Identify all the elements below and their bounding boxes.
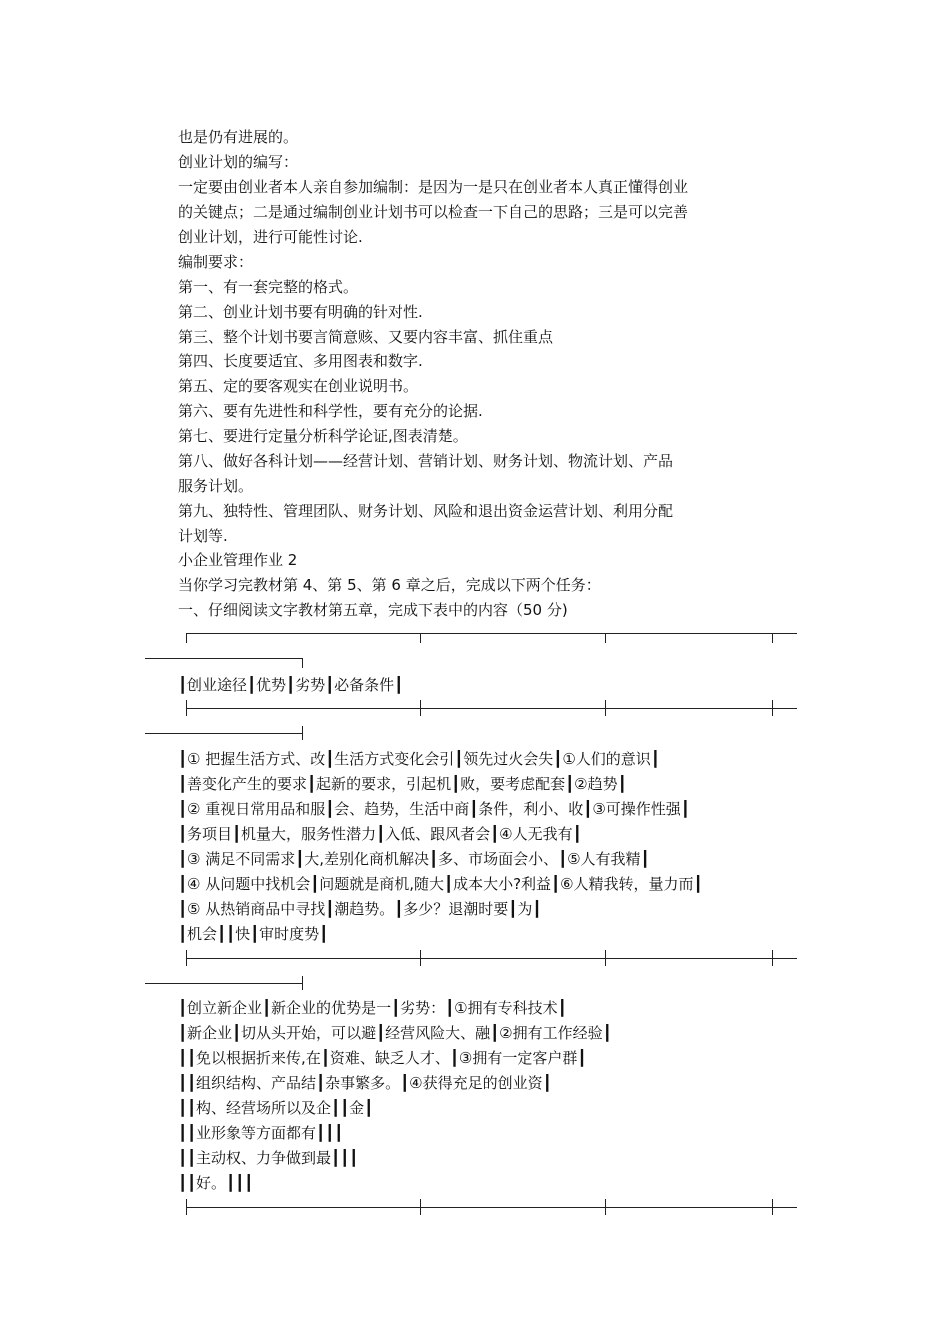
table-header-row: ┃创业途径┃优势┃劣势┃必备条件┃ [178, 676, 404, 694]
table-border-tick [605, 950, 606, 966]
paragraph-line: 创业计划的编写： [178, 153, 299, 171]
table-separator [186, 708, 797, 709]
paragraph-line: 也是仍有进展的。 [178, 128, 299, 146]
paragraph-line: 第七、要进行定量分析科学论证,图表清楚。 [178, 427, 468, 445]
paragraph-line: 第二、创业计划书要有明确的针对性. [178, 303, 423, 321]
paragraph-line: 第八、做好各科计划——经营计划、营销计划、财务计划、物流计划、产品 [178, 452, 674, 470]
paragraph-line: 第五、定的要客观实在创业说明书。 [178, 377, 419, 395]
table-row: ┃④ 从问题中找机会┃问题就是商机,随大┃成本大小?利益┃⑥人精我转，量力而┃ [178, 875, 703, 893]
table-border-tick [605, 1199, 606, 1215]
paragraph-line: 第九、独特性、管理团队、财务计划、风险和退出资金运营计划、利用分配 [178, 502, 674, 520]
table-row: ┃┃构、经营场所以及企┃┃金┃ [178, 1099, 374, 1117]
table-row: ┃⑤ 从热销商品中寻找┃潮趋势。┃多少？退潮时要┃为┃ [178, 900, 542, 918]
paragraph-line: 第一、有一套完整的格式。 [178, 278, 359, 296]
table-border-top [186, 633, 797, 634]
table-border-tick [186, 633, 187, 643]
table-row: ┃务项目┃机量大，服务性潜力┃入低、跟风者会┃④人无我有┃ [178, 825, 582, 843]
table-separator [186, 958, 797, 959]
table-border-tick [772, 950, 773, 966]
table-border-tick [605, 700, 606, 716]
table-border-tick [186, 950, 187, 966]
table-border-bottom [186, 1207, 797, 1208]
table-border-wrap [145, 658, 302, 659]
table-separator-wrap [145, 733, 302, 734]
paragraph-line: 计划等. [178, 527, 228, 545]
paragraph-line: 第四、长度要适宜、多用图表和数字. [178, 352, 423, 370]
paragraph-line: 服务计划。 [178, 477, 254, 495]
table-border-tick [186, 700, 187, 716]
table-row: ┃┃免以根据折来传,在┃资难、缺乏人才、┃③拥有一定客户群┃ [178, 1049, 587, 1067]
table-border-tick [302, 658, 303, 668]
table-row: ┃① 把握生活方式、改┃生活方式变化会引┃领先过火会失┃①人们的意识┃ [178, 750, 660, 768]
table-row: ┃善变化产生的要求┃起新的要求，引起机┃败，要考虑配套┃②趋势┃ [178, 775, 627, 793]
table-row: ┃┃组织结构、产品结┃杂事繁多。┃④获得充足的创业资┃ [178, 1074, 552, 1092]
table-border-tick [302, 726, 303, 740]
table-border-tick [420, 700, 421, 716]
table-border-tick [420, 950, 421, 966]
paragraph-line: 编制要求： [178, 253, 254, 271]
table-border-tick [772, 700, 773, 716]
paragraph-line: 一定要由创业者本人亲自参加编制：是因为一是只在创业者本人真正懂得创业 [178, 178, 689, 196]
paragraph-line: 当你学习完教材第 4、第 5、第 6 章之后，完成以下两个任务： [178, 576, 601, 594]
table-border-tick [605, 633, 606, 643]
section-heading: 小企业管理作业 2 [178, 551, 298, 569]
table-row: ┃┃业形象等方面都有┃┃┃ [178, 1124, 344, 1142]
table-row: ┃机会┃┃快┃审时度势┃ [178, 925, 329, 943]
table-border-tick [186, 1199, 187, 1215]
table-row: ┃┃主动权、力争做到最┃┃┃ [178, 1149, 359, 1167]
table-border-tick [420, 633, 421, 643]
paragraph-line: 一、仔细阅读文字教材第五章，完成下表中的内容（50 分) [178, 601, 568, 619]
table-border-tick [420, 1199, 421, 1215]
table-border-tick [302, 976, 303, 990]
table-row: ┃创立新企业┃新企业的优势是一┃劣势：┃①拥有专科技术┃ [178, 999, 567, 1017]
table-row: ┃② 重视日常用品和服┃会、趋势，生活中商┃条件，利小、收┃③可操作性强┃ [178, 800, 690, 818]
table-border-tick [772, 1199, 773, 1215]
table-row: ┃┃好。┃┃┃ [178, 1174, 254, 1192]
paragraph-line: 的关键点；二是通过编制创业计划书可以检查一下自己的思路；三是可以完善 [178, 203, 689, 221]
paragraph-line: 第六、要有先进性和科学性，要有充分的论据. [178, 402, 483, 420]
table-row: ┃③ 满足不同需求┃大,差别化商机解决┃多、市场面会小、┃⑤人有我精┃ [178, 850, 650, 868]
table-border-tick [772, 633, 773, 643]
table-separator-wrap [145, 983, 302, 984]
paragraph-line: 第三、整个计划书要言简意赅、又要内容丰富、抓住重点 [178, 328, 554, 346]
table-row: ┃新企业┃切从头开始，可以避┃经营风险大、融┃②拥有工作经验┃ [178, 1024, 612, 1042]
paragraph-line: 创业计划，进行可能性讨论. [178, 228, 363, 246]
